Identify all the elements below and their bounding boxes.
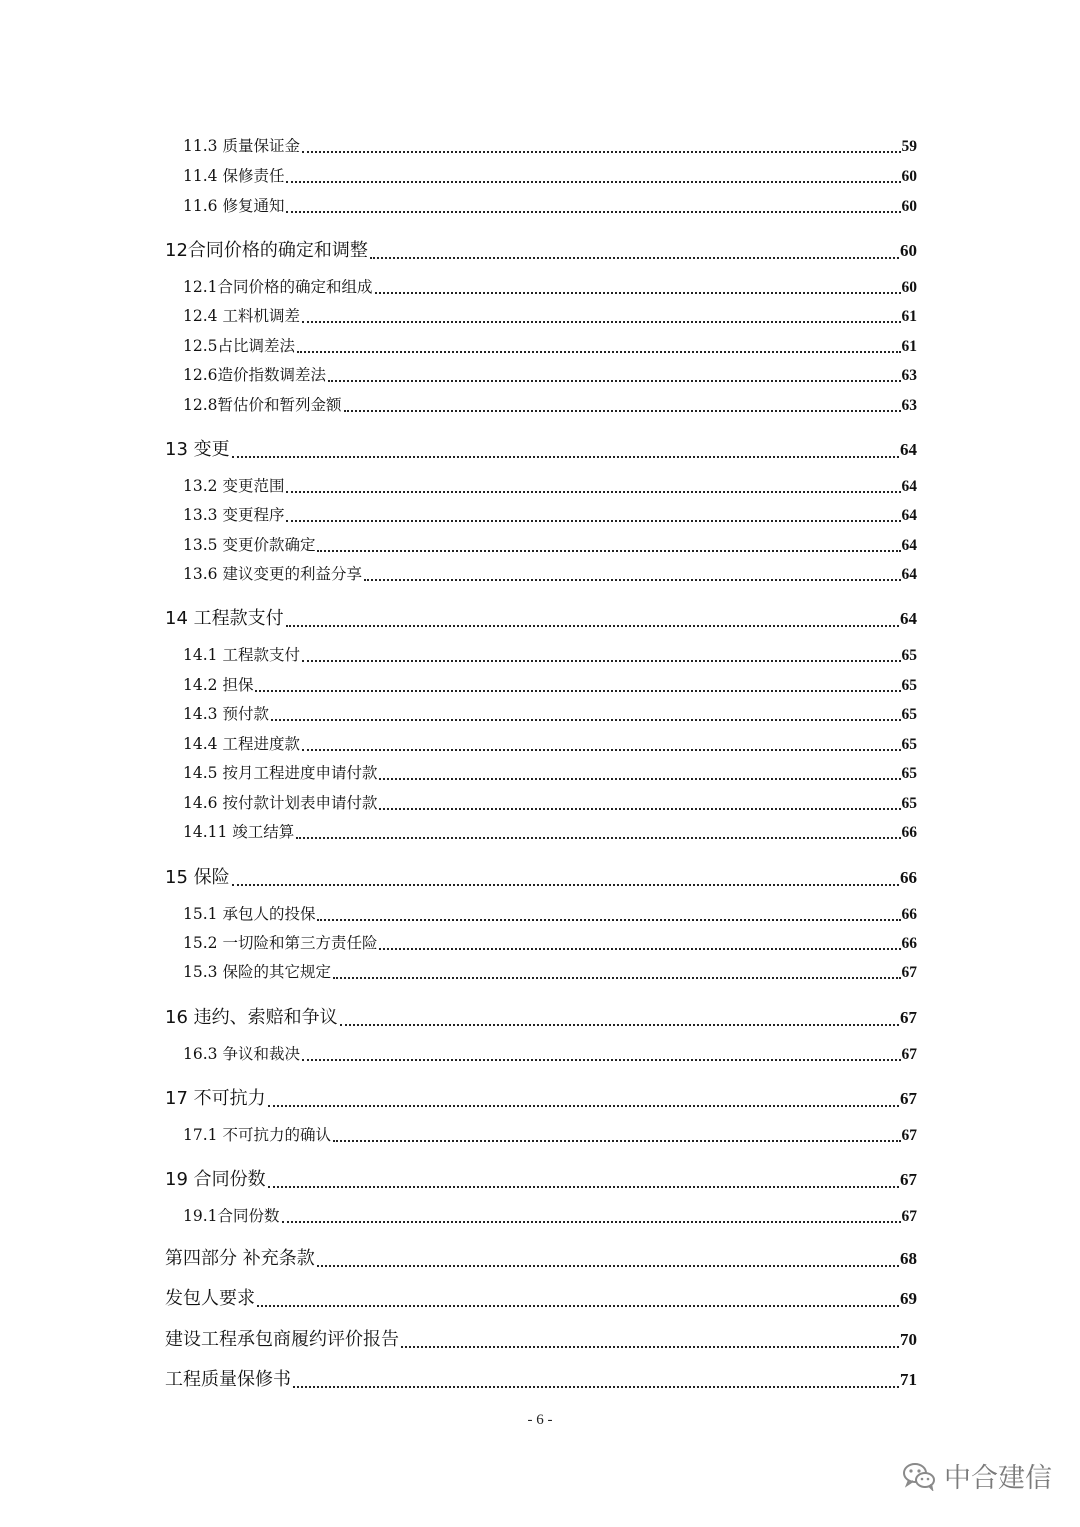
toc-entry-title: 17.1 不可抗力的确认: [183, 1126, 331, 1144]
toc-entry-page: 64: [901, 478, 917, 495]
toc-entry-title: 13.3 变更程序: [183, 506, 285, 524]
toc-entry-title: 12.8暂估价和暂列金额: [183, 396, 342, 414]
toc-entry-title: 19.1合同份数: [183, 1207, 280, 1225]
toc-section-entry[interactable]: [165, 820, 917, 842]
dot-leader: [232, 884, 899, 886]
dot-leader: [317, 919, 900, 921]
dot-leader: [286, 211, 900, 213]
dot-leader: [379, 948, 900, 950]
toc-entry-page: 60: [901, 198, 917, 215]
dot-leader: [340, 1024, 899, 1026]
toc-section-entry[interactable]: [165, 562, 917, 584]
toc-entry-page: 61: [901, 308, 917, 325]
toc-entry-page: 64: [901, 566, 917, 583]
toc-section-entry[interactable]: [165, 474, 917, 496]
dot-leader: [328, 380, 900, 382]
dot-leader: [282, 1221, 901, 1223]
toc-entry-title: 14 工程款支付: [165, 608, 284, 629]
toc-entry-title: 11.4 保修责任: [183, 167, 285, 185]
toc-entry-title: 11.6 修复通知: [183, 197, 285, 215]
toc-entry-title: 15.3 保险的其它规定: [183, 963, 331, 981]
toc-chapter-entry[interactable]: [165, 1244, 917, 1270]
toc-section-entry[interactable]: [165, 1042, 917, 1064]
toc-entry-title: 14.4 工程进度款: [183, 735, 300, 753]
toc-entry-title: 第四部分 补充条款: [165, 1248, 315, 1269]
toc-entry-page: 65: [901, 677, 917, 694]
toc-chapter-entry[interactable]: [165, 1365, 917, 1391]
toc-entry-page: 60: [901, 279, 917, 296]
toc-entry-page: 59: [901, 138, 917, 155]
dot-leader: [296, 837, 900, 839]
toc-entry-title: 11.3 质量保证金: [183, 137, 300, 155]
dot-leader: [268, 1105, 899, 1107]
dot-leader: [317, 1265, 899, 1267]
dot-leader: [302, 321, 901, 323]
dot-leader: [375, 292, 901, 294]
toc-entry-page: 68: [900, 1249, 917, 1268]
toc-entry-title: 17 不可抗力: [165, 1088, 266, 1109]
toc-entry-page: 67: [900, 1008, 917, 1027]
toc-entry-title: 14.2 担保: [183, 676, 254, 694]
dot-leader: [401, 1346, 899, 1348]
dot-leader: [286, 520, 900, 522]
toc-section-entry[interactable]: [165, 960, 917, 982]
toc-chapter-entry[interactable]: [165, 1165, 917, 1191]
toc-entry-page: 64: [900, 440, 917, 459]
toc-section-entry[interactable]: [165, 363, 917, 385]
dot-leader: [302, 749, 901, 751]
toc-entry-page: 67: [901, 1127, 917, 1144]
toc-entry-title: 14.11 竣工结算: [183, 823, 295, 841]
toc-entry-page: 67: [900, 1170, 917, 1189]
toc-entry-page: 60: [901, 168, 917, 185]
toc-entry-page: 65: [901, 647, 917, 664]
toc-entry-page: 69: [900, 1289, 917, 1308]
toc-section-entry[interactable]: [165, 334, 917, 356]
watermark: [902, 1456, 1052, 1495]
toc-entry-title: 19 合同份数: [165, 1169, 266, 1190]
toc-entry-title: 13.6 建议变更的利益分享: [183, 565, 362, 583]
toc-section-entry[interactable]: [165, 533, 917, 555]
toc-section-entry[interactable]: [165, 134, 917, 156]
toc-entry-page: 64: [901, 537, 917, 554]
toc-entry-page: 66: [901, 935, 917, 952]
toc-entry-page: 66: [900, 868, 917, 887]
toc-section-entry[interactable]: [165, 393, 917, 415]
toc-section-entry[interactable]: [165, 275, 917, 297]
toc-entry-page: 67: [901, 964, 917, 981]
dot-leader: [344, 410, 901, 412]
toc-entry-page: 70: [900, 1330, 917, 1349]
dot-leader: [286, 625, 899, 627]
toc-entry-page: 67: [901, 1208, 917, 1225]
dot-leader: [271, 719, 901, 721]
dot-leader: [302, 151, 901, 153]
toc-entry-page: 64: [901, 507, 917, 524]
toc-entry-title: 12.4 工料机调差: [183, 307, 300, 325]
dot-leader: [333, 977, 901, 979]
dot-leader: [370, 257, 899, 259]
toc-entry-title: 发包人要求: [165, 1288, 255, 1309]
wechat-icon: [902, 1461, 936, 1491]
toc-section-entry[interactable]: [165, 164, 917, 186]
toc-entry-page: 67: [901, 1046, 917, 1063]
toc-entry-title: 12.5占比调差法: [183, 337, 296, 355]
toc-entry-page: 65: [901, 706, 917, 723]
toc-chapter-entry[interactable]: [165, 1003, 917, 1029]
toc-entry-page: 65: [901, 795, 917, 812]
toc-chapter-entry[interactable]: [165, 1084, 917, 1110]
toc-entry-page: 67: [900, 1089, 917, 1108]
toc-section-entry[interactable]: [165, 931, 917, 953]
toc-entry-title: 13.5 变更价款确定: [183, 536, 316, 554]
toc-chapter-entry[interactable]: [165, 604, 917, 630]
toc-entry-title: 14.5 按月工程进度申请付款: [183, 764, 378, 782]
dot-leader: [293, 1386, 899, 1388]
toc-entry-title: 13 变更: [165, 439, 230, 460]
toc-section-entry[interactable]: [165, 673, 917, 695]
toc-entry-page: 64: [900, 609, 917, 628]
toc-section-entry[interactable]: [165, 304, 917, 326]
toc-section-entry[interactable]: [165, 761, 917, 783]
toc-entry-page: 66: [901, 824, 917, 841]
toc-section-entry[interactable]: [165, 1123, 917, 1145]
toc-section-entry[interactable]: [165, 702, 917, 724]
toc-chapter-entry[interactable]: [165, 236, 917, 262]
toc-entry-page: 61: [901, 338, 917, 355]
toc-entry-title: 12.1合同价格的确定和组成: [183, 278, 373, 296]
toc-entry-title: 12合同价格的确定和调整: [165, 240, 368, 261]
toc-entry-title: 16 违约、索赔和争议: [165, 1007, 338, 1028]
dot-leader: [286, 181, 900, 183]
page-number: - 6 -: [527, 1412, 553, 1428]
dot-leader: [302, 1059, 901, 1061]
watermark-text: 中合建信: [944, 1463, 1052, 1494]
toc-entry-title: 工程质量保修书: [165, 1369, 291, 1390]
toc-section-entry[interactable]: [165, 643, 917, 665]
toc-section-entry[interactable]: [165, 902, 917, 924]
toc-section-entry[interactable]: [165, 1204, 917, 1226]
toc-entry-page: 66: [901, 906, 917, 923]
toc-section-entry[interactable]: [165, 194, 917, 216]
toc-entry-page: 71: [900, 1370, 917, 1389]
toc-entry-page: 63: [901, 367, 917, 384]
toc-entry-page: 65: [901, 765, 917, 782]
dot-leader: [255, 690, 900, 692]
toc-entry-title: 15.1 承包人的投保: [183, 905, 316, 923]
toc-entry-title: 16.3 争议和裁决: [183, 1045, 300, 1063]
toc-chapter-entry[interactable]: [165, 1325, 917, 1351]
toc-chapter-entry[interactable]: [165, 863, 917, 889]
toc-entry-title: 13.2 变更范围: [183, 477, 285, 495]
dot-leader: [317, 550, 900, 552]
toc-section-entry[interactable]: [165, 732, 917, 754]
toc-entry-title: 14.3 预付款: [183, 705, 269, 723]
dot-leader: [379, 778, 900, 780]
toc-entry-page: 65: [901, 736, 917, 753]
toc-entry-title: 14.6 按付款计划表申请付款: [183, 794, 378, 812]
toc-entry-title: 15.2 一切险和第三方责任险: [183, 934, 378, 952]
dot-leader: [379, 808, 900, 810]
toc-section-entry[interactable]: [165, 791, 917, 813]
dot-leader: [364, 579, 901, 581]
toc-entry-page: 63: [901, 397, 917, 414]
toc-entry-title: 建设工程承包商履约评价报告: [165, 1329, 399, 1350]
toc-entry-title: 15 保险: [165, 867, 230, 888]
toc-section-entry[interactable]: [165, 503, 917, 525]
toc-entry-title: 12.6造价指数调差法: [183, 366, 327, 384]
dot-leader: [302, 660, 901, 662]
dot-leader: [232, 456, 899, 458]
dot-leader: [268, 1186, 899, 1188]
toc-chapter-entry[interactable]: [165, 435, 917, 461]
toc-entry-title: 14.1 工程款支付: [183, 646, 300, 664]
dot-leader: [257, 1305, 899, 1307]
dot-leader: [286, 491, 900, 493]
dot-leader: [297, 351, 900, 353]
toc-entry-page: 60: [900, 241, 917, 260]
dot-leader: [333, 1140, 901, 1142]
toc-chapter-entry[interactable]: [165, 1284, 917, 1310]
